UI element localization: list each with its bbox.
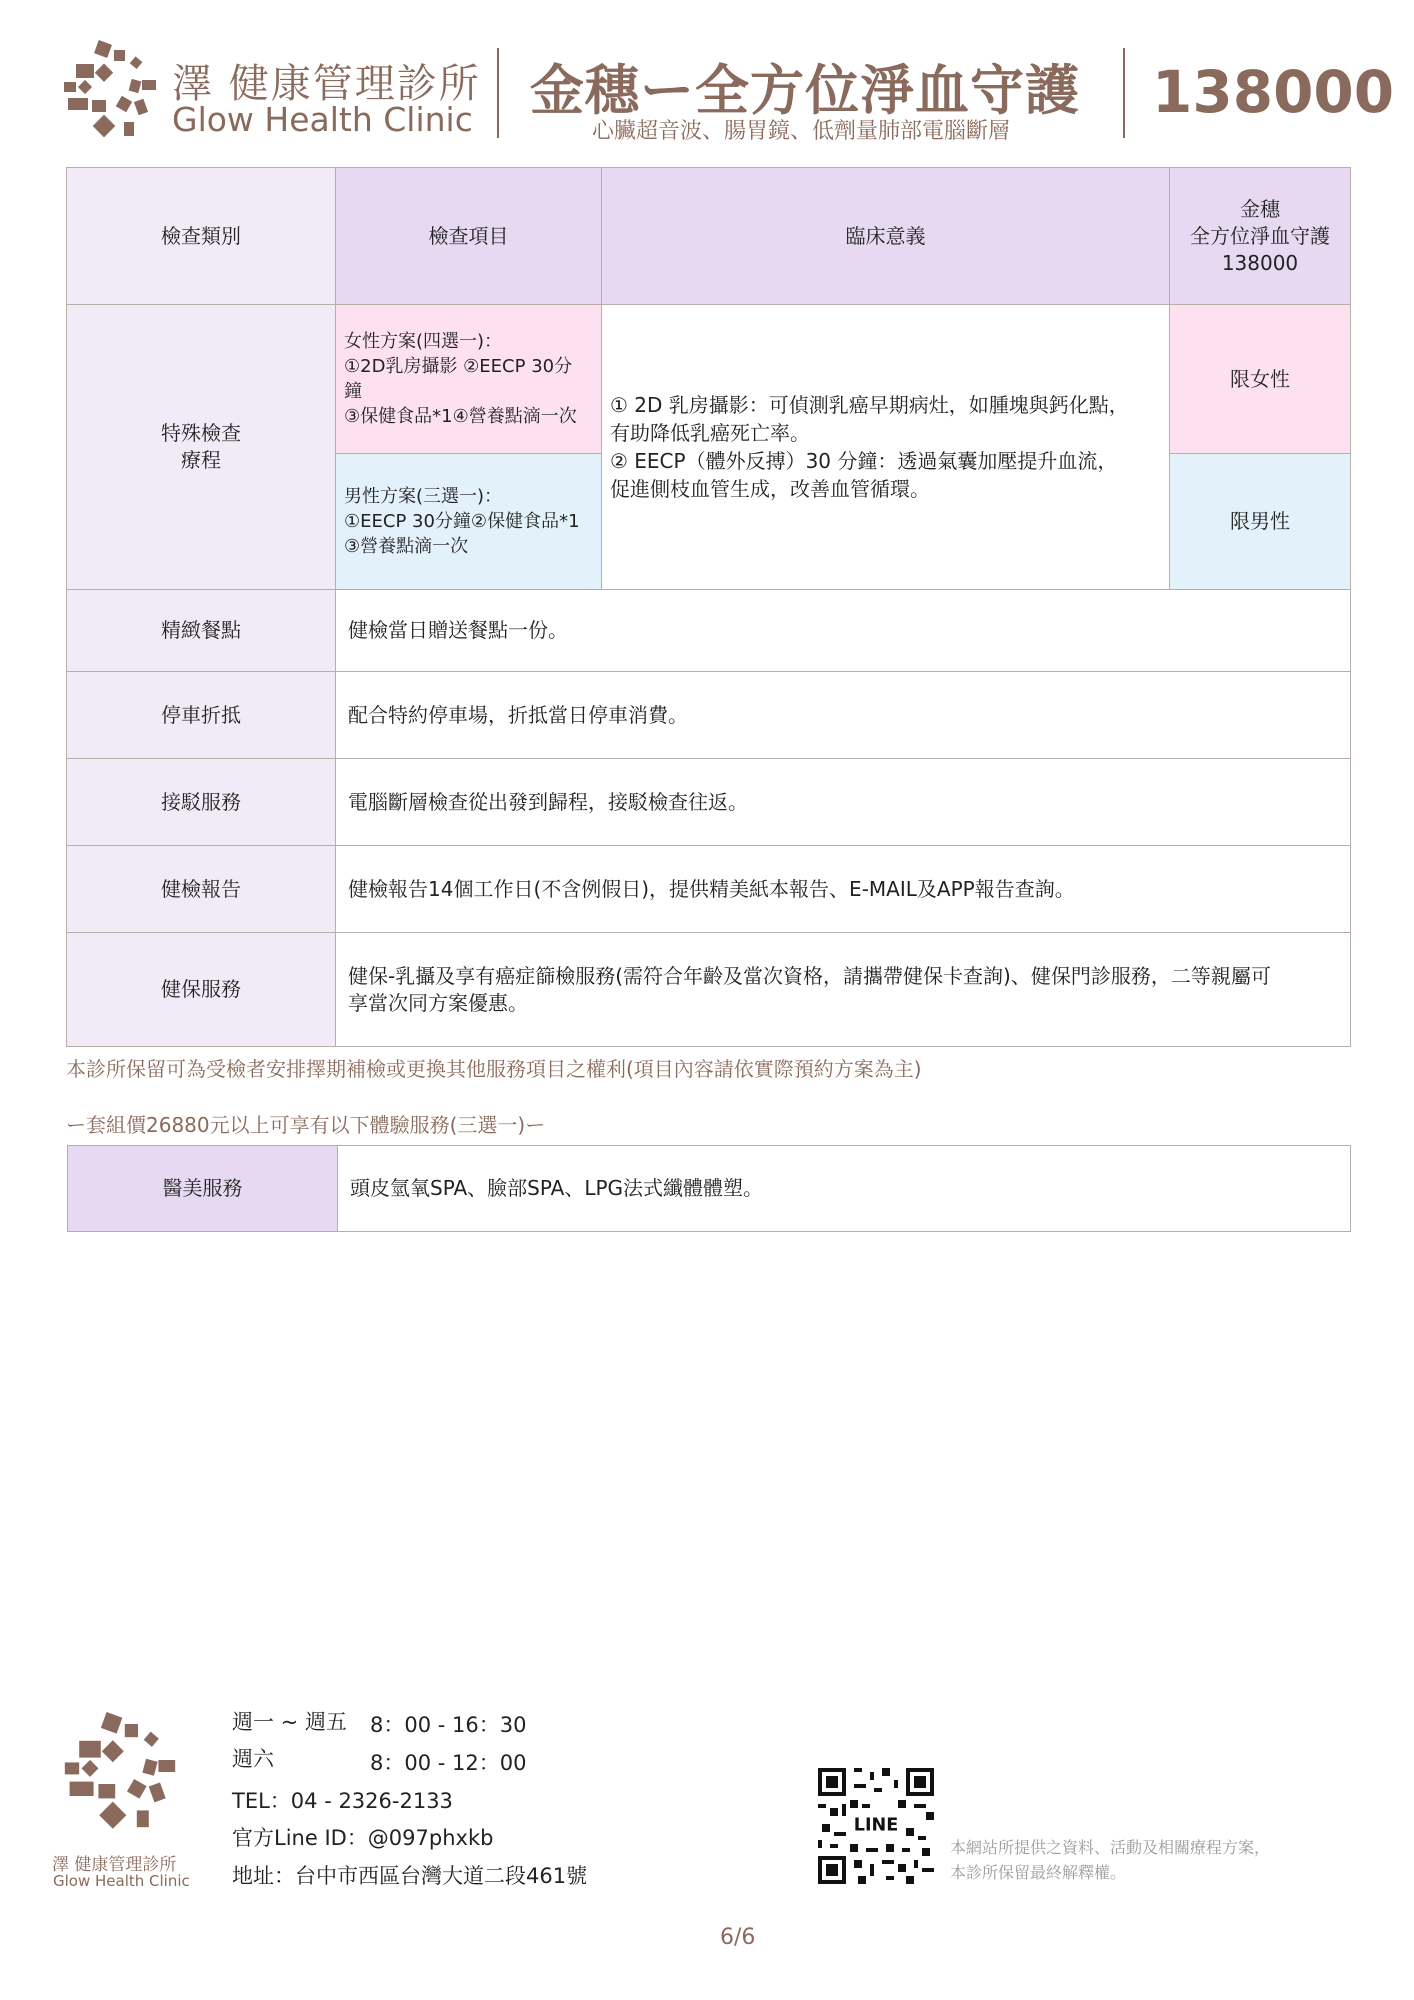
qr-code-icon[interactable] [818,1768,934,1884]
meaning-line: ② EECP（體外反搏）30 分鐘：透過氣囊加壓提升血流， [610,449,1118,473]
header-divider [1123,48,1125,138]
header-plan-line: 全方位淨血守護 [1190,223,1330,248]
disclaimer [950,1835,1270,1885]
female-plan-line: 女性方案(四選一)： [344,331,503,352]
reserve-right-note: 本診所保留可為受檢者安排擇期補檢或更換其他服務項目之權利(項目內容請依實際預約方案為主) [66,1057,922,1081]
page-number: 6/6 [720,1925,756,1950]
table-row [67,590,1351,672]
table-row [67,759,1351,846]
plan-subtitle: 心臟超音波、腸胃鏡、低劑量肺部電腦斷層 [592,119,1011,144]
spa-table [67,1145,1351,1232]
row-content: 健檢報告14個工作日(不含例假日)，提供精美紙本報告、E-MAIL及APP報告查詢。 [336,846,1351,933]
special-category-line: 特殊檢查 [161,421,241,445]
disclaimer-line: 本診所保留最終解釋權。 [950,1863,1127,1882]
spa-content: 頭皮氫氧SPA、臉部SPA、LPG法式纖體體塑。 [338,1146,1351,1232]
address: 地址：台中市西區台灣大道二段461號 [232,1864,588,1888]
male-plan-line: 男性方案(三選一)： [344,486,503,507]
plan-price: 138000 [1152,58,1395,126]
row-category: 健檢報告 [67,846,336,933]
male-plan-line: ③營養點滴一次 [344,536,469,557]
female-plan-line: ①2D乳房攝影 ②EECP 30分 [344,356,573,377]
cross-logo-icon [62,1712,178,1832]
special-category-line: 療程 [181,448,221,472]
qr-label: LINE [853,1815,899,1836]
male-limit: 限男性 [1170,454,1351,590]
meaning-line: 有助降低乳癌死亡率。 [610,421,810,445]
table-row [68,1146,1351,1232]
footer-clinic-name-en: Glow Health Clinic [53,1872,190,1890]
special-meaning [602,305,1170,590]
header-item: 檢查項目 [336,168,602,305]
weekday-hours: 8：00 - 16：30 [370,1713,527,1737]
header-category: 檢查類別 [67,168,336,305]
table-row [67,933,1351,1047]
clinic-name-zh: 澤 健康管理診所 [172,61,481,107]
male-plan [336,454,602,590]
bonus-heading: ー套組價26880元以上可享有以下體驗服務(三選一)ー [66,1113,546,1137]
weekday-label: 週一 ~ 週五 [232,1710,347,1734]
table-header-row [67,168,1351,305]
disclaimer-line: 本網站所提供之資料、活動及相關療程方案， [950,1838,1271,1857]
telephone: TEL：04 - 2326-2133 [232,1789,453,1813]
saturday-hours: 8：00 - 12：00 [370,1751,527,1775]
female-plan-line: ③保健食品*1④營養點滴一次 [344,406,577,427]
row-content-line: 健保-乳攝及享有癌症篩檢服務(需符合年齡及當次資格，請攜帶健保卡查詢)、健保門診服務，二等親屬可 [348,963,1271,988]
header-divider [497,48,499,138]
header-plan-line: 金穗 [1240,196,1280,221]
row-category: 停車折抵 [67,672,336,759]
footer-clinic-name-zh: 澤 健康管理診所 [52,1855,177,1875]
plan-table [66,167,1351,1047]
meaning-line: ① 2D 乳房攝影：可偵測乳癌早期病灶，如腫塊與鈣化點， [610,393,1129,417]
clinic-name-en: Glow Health Clinic [172,100,473,139]
row-category: 接駁服務 [67,759,336,846]
meaning-line: 促進側枝血管生成，改善血管循環。 [610,477,930,501]
spa-category: 醫美服務 [68,1146,338,1232]
page-header [0,0,1414,150]
female-limit: 限女性 [1170,305,1351,454]
row-category: 健保服務 [67,933,336,1047]
row-content [336,933,1351,1047]
row-content: 健檢當日贈送餐點一份。 [336,590,1351,672]
cross-logo-icon [62,40,158,140]
table-row [67,672,1351,759]
row-content-line: 享當次同方案優惠。 [348,990,528,1015]
row-category: 精緻餐點 [67,590,336,672]
female-plan [336,305,602,454]
header-plan [1170,168,1351,305]
header-meaning: 臨床意義 [602,168,1170,305]
row-content: 配合特約停車場，折抵當日停車消費。 [336,672,1351,759]
header-plan-line: 138000 [1221,250,1299,275]
row-content: 電腦斷層檢查從出發到歸程，接駁檢查往返。 [336,759,1351,846]
plan-title: 金穗ー全方位淨血守護 [530,59,1080,122]
table-row [67,305,1351,454]
line-id: 官方Line ID：@097phxkb [232,1826,494,1850]
special-category [67,305,336,590]
male-plan-line: ①EECP 30分鐘②保健食品*1 [344,511,580,532]
saturday-label: 週六 [232,1747,274,1771]
table-row [67,846,1351,933]
female-plan-line: 鐘 [344,381,362,402]
